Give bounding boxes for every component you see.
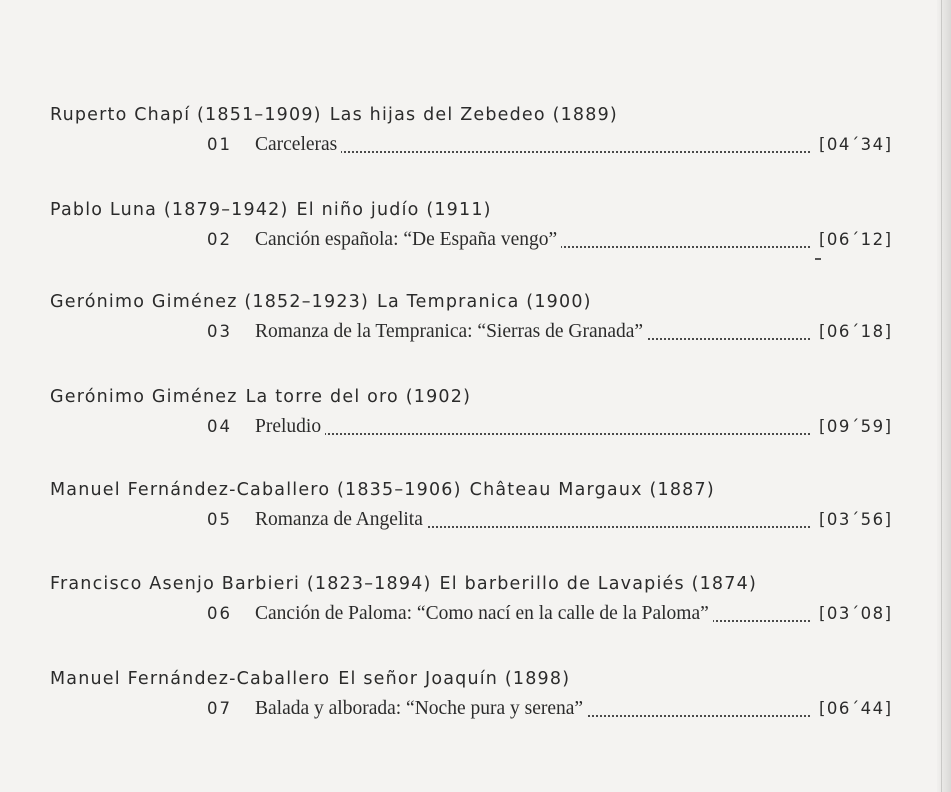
track-number: 03 — [207, 322, 232, 341]
track-number: 02 — [207, 230, 232, 249]
composer-work-line — [50, 102, 618, 128]
track-entry — [0, 289, 951, 359]
composer-work-line — [50, 289, 592, 315]
track-entry — [0, 666, 951, 736]
track-line — [0, 414, 900, 440]
track-entry — [0, 571, 951, 641]
track-title: Balada y alborada: “Noche pura y serena” — [255, 696, 587, 722]
composer-work-line — [50, 384, 471, 410]
track-line — [0, 227, 900, 253]
track-entry — [0, 102, 951, 172]
track-line — [0, 601, 900, 627]
track-line — [0, 696, 900, 722]
track-title: Carceleras — [255, 132, 341, 158]
track-title: Canción de Paloma: “Como nací en la calle de la Paloma” — [255, 601, 713, 627]
work-title: Château Margaux (1887) — [469, 480, 715, 500]
track-number: 06 — [207, 604, 232, 623]
track-number: 04 — [207, 417, 232, 436]
track-duration: [03´08] — [815, 601, 899, 627]
track-duration: [06´12] — [815, 227, 899, 253]
composer: Gerónimo Giménez (1852–1923) — [50, 292, 370, 312]
work-title: El barberillo de Lavapiés (1874) — [439, 574, 757, 594]
composer: Pablo Luna (1879–1942) — [50, 200, 289, 220]
track-line — [0, 507, 900, 533]
work-title: La torre del oro (1902) — [245, 387, 472, 407]
track-duration: [06´18] — [815, 319, 899, 345]
print-speck — [815, 258, 821, 260]
dot-leader — [255, 414, 810, 435]
track-entry — [0, 477, 951, 547]
composer: Manuel Fernández-Caballero (1835–1906) — [50, 480, 462, 500]
track-title: Romanza de la Tempranica: “Sierras de Granada” — [255, 319, 647, 345]
work-title: La Tempranica (1900) — [377, 292, 592, 312]
work-title: El señor Joaquín (1898) — [338, 669, 571, 689]
track-number: 01 — [207, 135, 232, 154]
track-entry — [0, 197, 951, 267]
track-duration: [04´34] — [815, 132, 899, 158]
track-title: Romanza de Angelita — [255, 507, 427, 533]
work-title: El niño judío (1911) — [296, 200, 492, 220]
work-title: Las hijas del Zebedeo (1889) — [329, 105, 618, 125]
composer: Ruperto Chapí (1851–1909) — [50, 105, 322, 125]
track-number: 05 — [207, 510, 232, 529]
composer: Manuel Fernández-Caballero — [50, 669, 331, 689]
composer-work-line — [50, 477, 715, 503]
track-line — [0, 319, 900, 345]
track-duration: [06´44] — [815, 696, 899, 722]
track-title: Preludio — [255, 414, 325, 440]
composer-work-line — [50, 197, 492, 223]
track-duration: [03´56] — [815, 507, 899, 533]
track-line — [0, 132, 900, 158]
track-duration: [09´59] — [815, 414, 899, 440]
track-number: 07 — [207, 699, 232, 718]
composer-work-line — [50, 571, 757, 597]
composer: Gerónimo Giménez — [50, 387, 238, 407]
composer: Francisco Asenjo Barbieri (1823–1894) — [50, 574, 432, 594]
track-entry — [0, 384, 951, 454]
track-title: Canción española: “De España vengo” — [255, 227, 561, 253]
composer-work-line — [50, 666, 570, 692]
